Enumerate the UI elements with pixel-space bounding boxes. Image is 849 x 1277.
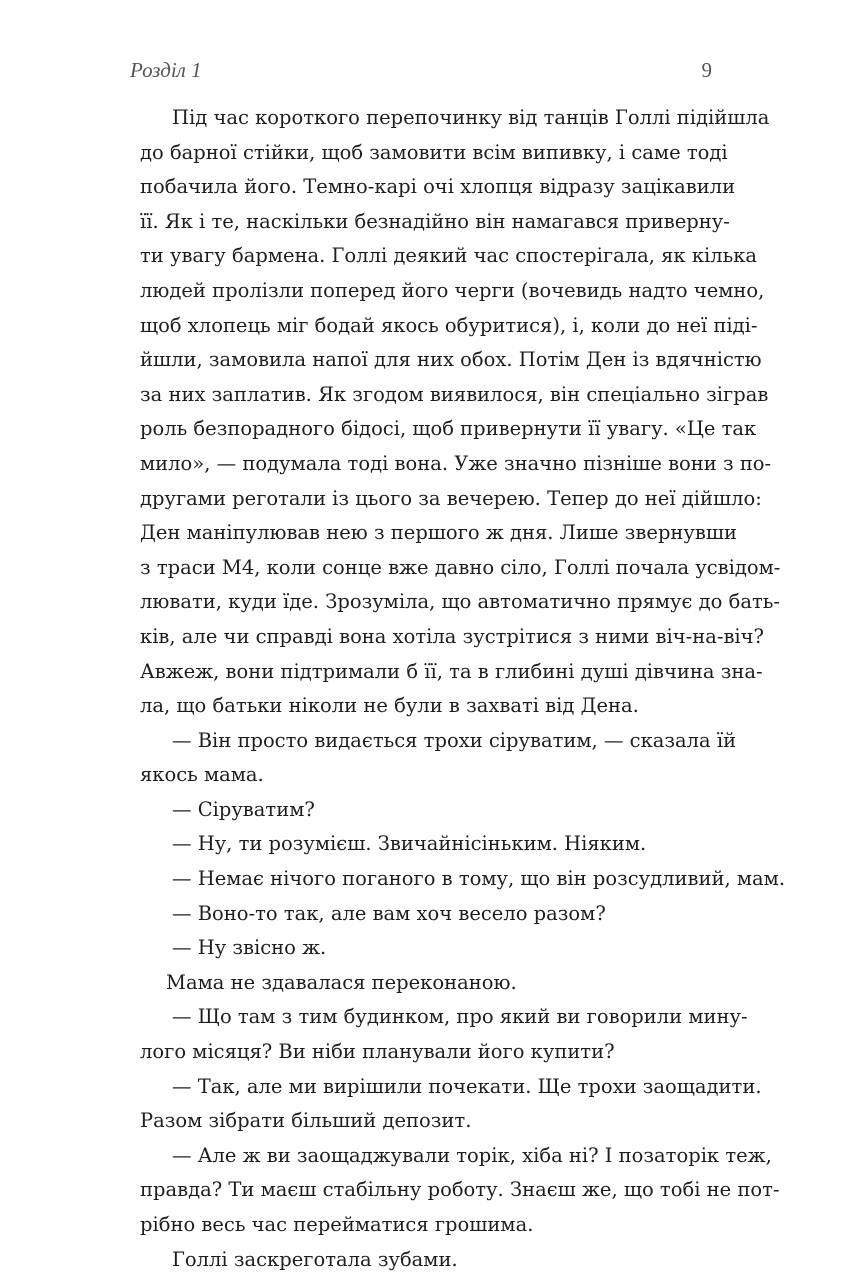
text-line: роль безпорадного бідосі, щоб привернути її увагу. «Це так	[140, 417, 757, 441]
text-line: Під час короткого перепочинку від танців Голлі підійшла	[172, 106, 770, 129]
text-line: її. Як і те, наскільки безнадійно він намагався приверну-	[140, 209, 730, 233]
text-line: ків, але чи справді вона хотіла зустрітися з ними віч-на-віч?	[140, 624, 764, 648]
running-head	[130, 58, 712, 88]
text-line: Авжеж, вони підтримали б її, та в глибині душі дівчина зна-	[140, 659, 763, 683]
text-line: — Він просто видається трохи сіруватим, — сказала їй	[172, 728, 737, 752]
text-line: — Ну, ти розумієш. Звичайнісіньким. Ніяким.	[172, 832, 647, 856]
text-line: — Сіруватим?	[172, 797, 315, 821]
text-line: — Що там з тим будинком, про який ви говорили мину-	[172, 1005, 748, 1029]
text-line: ла, що батьки ніколи не були в захваті від Дена.	[140, 694, 639, 718]
text-line: Голлі заскреготала зубами.	[172, 1247, 458, 1271]
text-line: правда? Ти маєш стабільну роботу. Знаєш же, що тобі не пот-	[140, 1178, 780, 1202]
text-line: Ден маніпулював нею з першого ж дня. Лише звернувши	[140, 521, 738, 545]
text-line: — Так, але ми вирішили почекати. Ще трохи заощадити.	[172, 1074, 762, 1098]
text-line: йшли, замовила напої для них обох. Потім Ден із вдячністю	[140, 348, 762, 372]
text-line: щоб хлопець міг бодай якось обуритися), і, коли до неї піді-	[140, 313, 758, 337]
text-line: — Воно-то так, але вам хоч весело разом?	[172, 901, 606, 925]
chapter-label: Розділ 1	[130, 58, 202, 82]
text-line: мило», — подумала тоді вона. Уже значно пізніше вони з по-	[140, 451, 772, 475]
text-line: Разом зібрати більший депозит.	[140, 1109, 472, 1133]
text-line: рібно весь час перейматися грошима.	[140, 1213, 534, 1236]
text-line: побачила його. Темно-карі очі хлопця відразу зацікавили	[140, 175, 736, 199]
text-line: лювати, куди їде. Зрозуміла, що автоматично прямує до бать-	[140, 590, 780, 614]
text-line: людей пролізли поперед його черги (вочевидь надто чемно,	[140, 278, 765, 302]
text-line: якось мама.	[140, 763, 264, 787]
text-line: ти увагу бармена. Голлі деякий час спостерігала, як кілька	[140, 244, 758, 268]
page-number: 9	[701, 58, 712, 82]
text-line: до барної стійки, щоб замовити всім випивку, і саме тоді	[140, 140, 728, 164]
text-line: другами реготали із цього за вечерею. Тепер до неї дійшло:	[140, 486, 762, 510]
text-line: — Ну звісно ж.	[172, 936, 327, 960]
text-line: лого місяця? Ви ніби планували його купити?	[140, 1040, 615, 1064]
text-line: — Немає нічого поганого в тому, що він розсудливий, мам.	[172, 867, 786, 891]
text-line: за них заплатив. Як згодом виявилося, він спеціально зіграв	[140, 382, 769, 406]
text-line: — Але ж ви заощаджували торік, хіба ні? І позаторік теж,	[172, 1143, 772, 1167]
body-text	[140, 101, 786, 1277]
text-line: Мама не здавалася переконаною.	[166, 970, 517, 994]
text-line: з траси М4, коли сонце вже давно сіло, Голлі почала усвідом-	[140, 555, 781, 579]
